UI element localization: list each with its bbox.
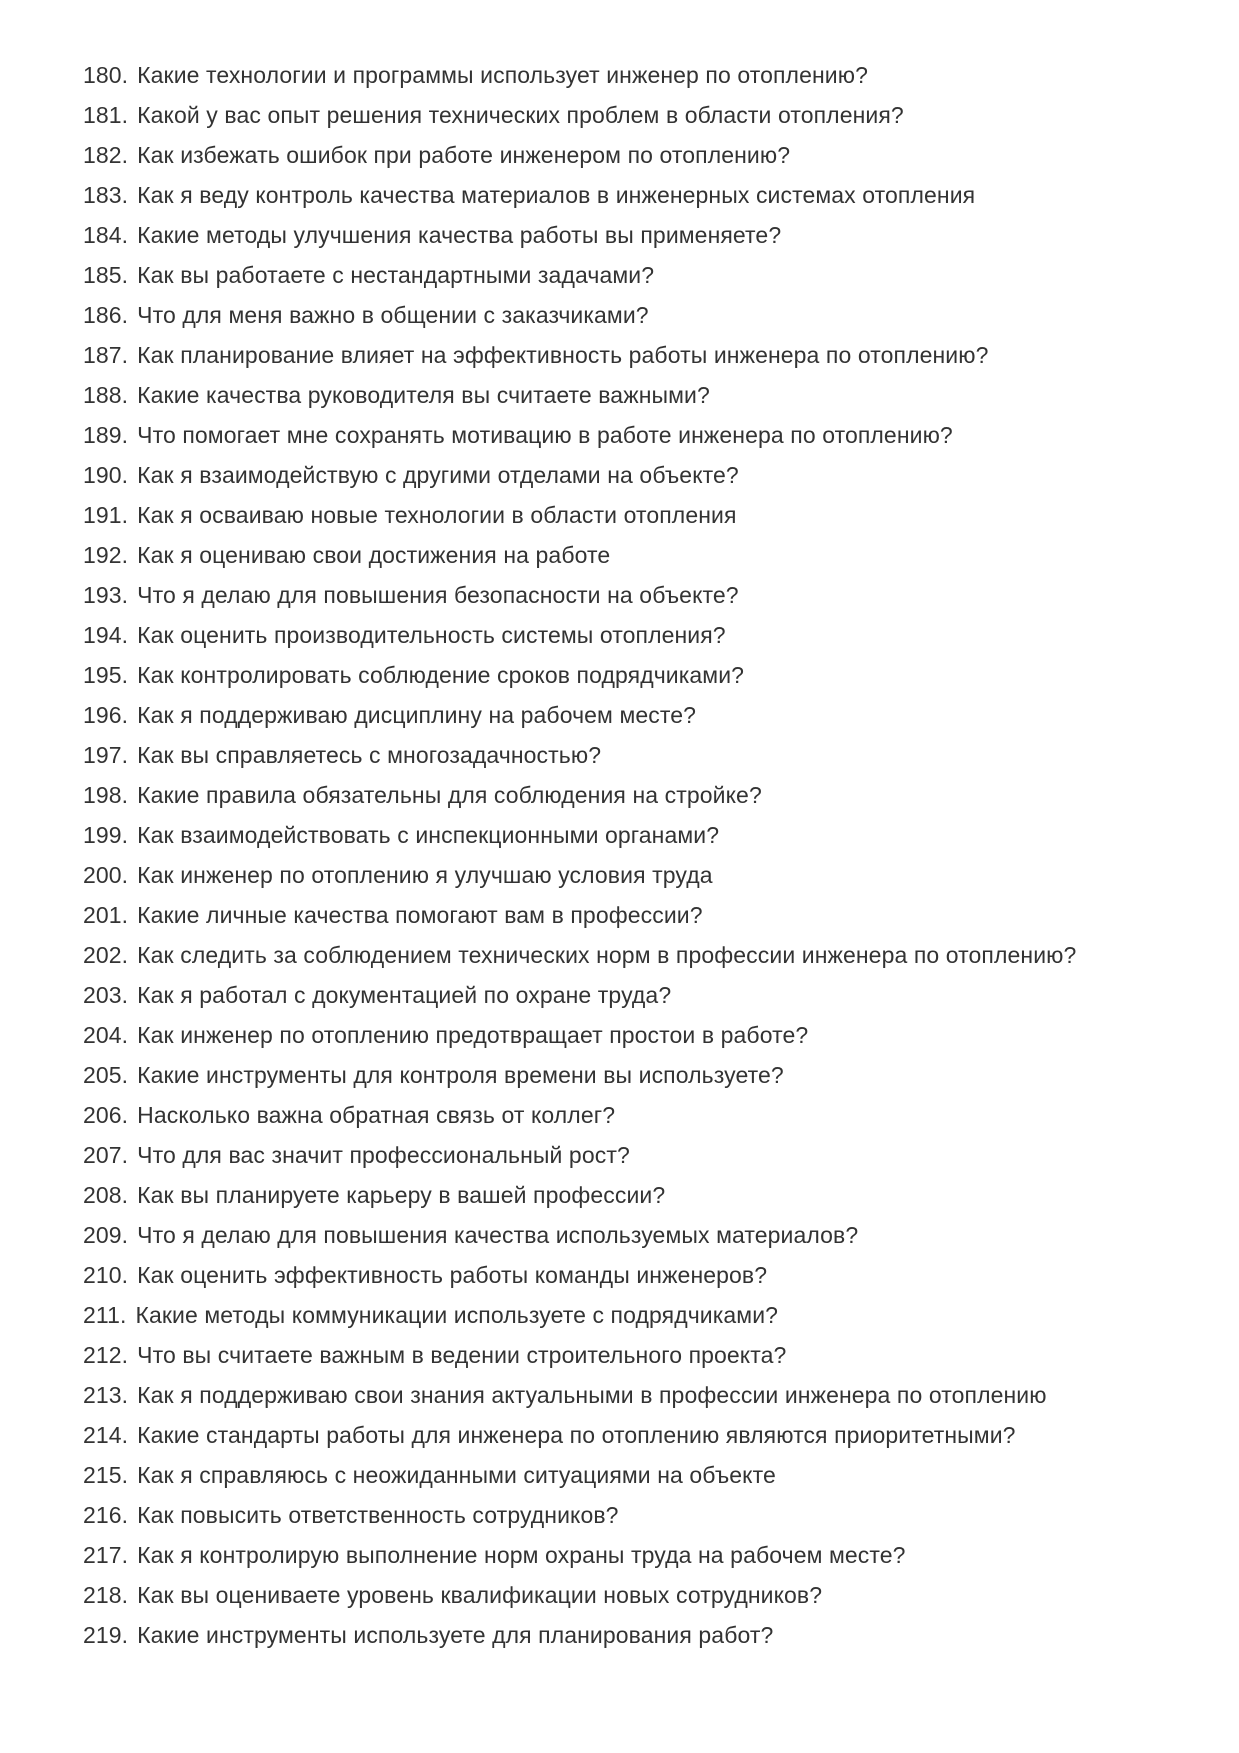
list-item <box>83 1015 1199 1055</box>
list-item <box>83 735 1199 775</box>
item-text: Что вы считаете важным в ведении строительного проекта? <box>137 1342 787 1368</box>
item-text: Как повысить ответственность сотрудников? <box>137 1502 619 1528</box>
item-number: 184. <box>83 222 129 248</box>
list-item <box>83 1615 1199 1655</box>
item-number: 186. <box>83 302 129 328</box>
list-item <box>83 895 1199 935</box>
list-item <box>83 1415 1199 1455</box>
item-number: 207. <box>83 1142 129 1168</box>
list-item <box>83 1055 1199 1095</box>
item-text: Какие инструменты для контроля времени вы используете? <box>137 1062 784 1088</box>
item-text: Что для вас значит профессиональный рост? <box>137 1142 630 1168</box>
item-number: 194. <box>83 622 129 648</box>
list-item <box>83 1495 1199 1535</box>
item-text: Как вы справляетесь с многозадачностью? <box>137 742 602 768</box>
item-number: 208. <box>83 1182 129 1208</box>
item-text: Как контролировать соблюдение сроков подрядчиками? <box>137 662 745 688</box>
list-item <box>83 1455 1199 1495</box>
item-text: Как оценить эффективность работы команды инженеров? <box>137 1262 768 1288</box>
list-item <box>83 1175 1199 1215</box>
item-text: Какие инструменты используете для планирования работ? <box>137 1622 774 1648</box>
list-item <box>83 575 1199 615</box>
item-number: 200. <box>83 862 129 888</box>
list-item <box>83 775 1199 815</box>
item-text: Как я справляюсь с неожиданными ситуациями на объекте <box>137 1462 776 1488</box>
item-text: Как я поддерживаю свои знания актуальными в профессии инженера по отоплению <box>137 1382 1047 1408</box>
item-text: Как я осваиваю новые технологии в области отопления <box>137 502 737 528</box>
item-number: 189. <box>83 422 129 448</box>
item-number: 213. <box>83 1382 129 1408</box>
item-number: 215. <box>83 1462 129 1488</box>
item-text: Какие правила обязательны для соблюдения на стройке? <box>137 782 762 808</box>
list-item <box>83 335 1199 375</box>
item-number: 191. <box>83 502 129 528</box>
item-number: 198. <box>83 782 129 808</box>
item-text: Какой у вас опыт решения технических проблем в области отопления? <box>137 102 904 128</box>
item-text: Как я взаимодействую с другими отделами на объекте? <box>137 462 739 488</box>
list-item <box>83 1295 1199 1335</box>
item-number: 214. <box>83 1422 129 1448</box>
item-text: Какие методы улучшения качества работы вы применяете? <box>137 222 782 248</box>
item-number: 181. <box>83 102 129 128</box>
item-number: 192. <box>83 542 129 568</box>
item-text: Как я поддерживаю дисциплину на рабочем месте? <box>137 702 697 728</box>
item-text: Что я делаю для повышения качества используемых материалов? <box>137 1222 859 1248</box>
item-number: 202. <box>83 942 129 968</box>
item-text: Как я работал с документацией по охране труда? <box>137 982 672 1008</box>
list-item <box>83 495 1199 535</box>
list-item <box>83 1255 1199 1295</box>
item-number: 185. <box>83 262 129 288</box>
item-number: 195. <box>83 662 129 688</box>
item-text: Что для меня важно в общении с заказчиками? <box>137 302 649 328</box>
item-text: Как избежать ошибок при работе инженером по отоплению? <box>137 142 791 168</box>
list-item <box>83 255 1199 295</box>
list-item <box>83 655 1199 695</box>
item-text: Как взаимодействовать с инспекционными органами? <box>137 822 720 848</box>
item-number: 199. <box>83 822 129 848</box>
item-text: Как инженер по отоплению я улучшаю условия труда <box>137 862 713 888</box>
item-text: Как вы работаете с нестандартными задачами? <box>137 262 655 288</box>
list-item <box>83 455 1199 495</box>
list-item <box>83 1095 1199 1135</box>
item-text: Что я делаю для повышения безопасности на объекте? <box>137 582 739 608</box>
list-item <box>83 615 1199 655</box>
item-number: 197. <box>83 742 129 768</box>
list-item <box>83 975 1199 1015</box>
item-text: Как оценить производительность системы отопления? <box>137 622 726 648</box>
list-item <box>83 135 1199 175</box>
item-number: 205. <box>83 1062 129 1088</box>
list-item <box>83 935 1199 975</box>
list-item <box>83 1135 1199 1175</box>
item-number: 219. <box>83 1622 129 1648</box>
list-item <box>83 535 1199 575</box>
list-item <box>83 55 1199 95</box>
list-item <box>83 695 1199 735</box>
item-number: 212. <box>83 1342 129 1368</box>
item-number: 180. <box>83 62 129 88</box>
item-text: Как я оцениваю свои достижения на работе <box>137 542 611 568</box>
item-text: Как вы планируете карьеру в вашей профессии? <box>137 1182 666 1208</box>
list-item <box>83 1335 1199 1375</box>
item-number: 211. <box>83 1302 127 1328</box>
item-number: 183. <box>83 182 129 208</box>
item-number: 190. <box>83 462 129 488</box>
item-text: Как я контролирую выполнение норм охраны труда на рабочем месте? <box>137 1542 906 1568</box>
item-number: 201. <box>83 902 129 928</box>
item-text: Какие стандарты работы для инженера по отоплению являются приоритетными? <box>137 1422 1016 1448</box>
list-item <box>83 1535 1199 1575</box>
item-text: Какие качества руководителя вы считаете важными? <box>137 382 710 408</box>
list-item <box>83 1215 1199 1255</box>
item-number: 206. <box>83 1102 129 1128</box>
item-number: 203. <box>83 982 129 1008</box>
item-text: Как вы оцениваете уровень квалификации новых сотрудников? <box>137 1582 823 1608</box>
item-text: Насколько важна обратная связь от коллег? <box>137 1102 616 1128</box>
item-number: 193. <box>83 582 129 608</box>
item-text: Как планирование влияет на эффективность работы инженера по отоплению? <box>137 342 989 368</box>
item-text: Как я веду контроль качества материалов в инженерных системах отопления <box>137 182 976 208</box>
list-item <box>83 375 1199 415</box>
item-number: 216. <box>83 1502 129 1528</box>
list-item <box>83 1575 1199 1615</box>
list-item <box>83 215 1199 255</box>
list-item <box>83 1375 1199 1415</box>
question-list <box>83 55 1199 1655</box>
list-item <box>83 415 1199 455</box>
item-number: 210. <box>83 1262 129 1288</box>
item-text: Какие технологии и программы использует инженер по отоплению? <box>137 62 868 88</box>
list-item <box>83 95 1199 135</box>
list-item <box>83 855 1199 895</box>
item-number: 217. <box>83 1542 129 1568</box>
item-text: Что помогает мне сохранять мотивацию в работе инженера по отоплению? <box>137 422 953 448</box>
item-text: Как инженер по отоплению предотвращает простои в работе? <box>137 1022 809 1048</box>
item-number: 188. <box>83 382 129 408</box>
item-number: 218. <box>83 1582 129 1608</box>
item-number: 204. <box>83 1022 129 1048</box>
list-item <box>83 295 1199 335</box>
item-text: Какие методы коммуникации используете с подрядчиками? <box>135 1302 779 1328</box>
list-item <box>83 815 1199 855</box>
list-item <box>83 175 1199 215</box>
item-number: 182. <box>83 142 129 168</box>
item-text: Какие личные качества помогают вам в профессии? <box>137 902 703 928</box>
item-text: Как следить за соблюдением технических норм в профессии инженера по отоплению? <box>137 942 1077 968</box>
item-number: 209. <box>83 1222 129 1248</box>
item-number: 187. <box>83 342 129 368</box>
item-number: 196. <box>83 702 129 728</box>
